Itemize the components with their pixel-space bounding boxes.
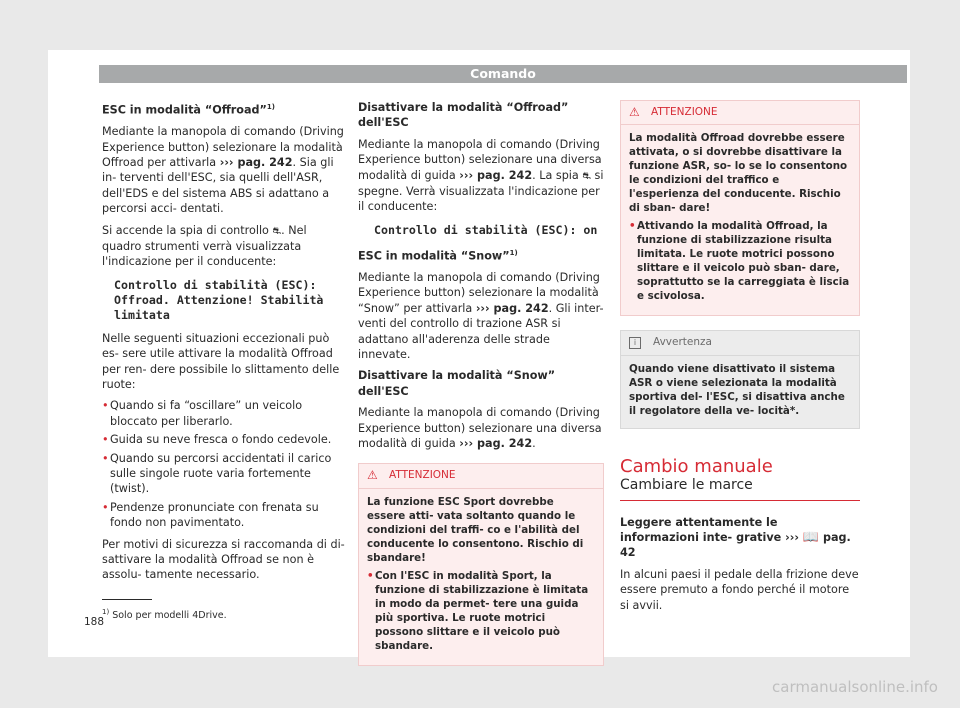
list-item: • Con l'ESC in modalità Sport, la funzione di stabilizzazione è limitata in modo da permet- tere una guida più sportiva. Le ruote motrici possono slittare e il veicolo può sbandare. (367, 569, 595, 653)
watermark: carmanualsonline.info (772, 678, 938, 696)
warning-box (358, 463, 604, 665)
paragraph: Leggere attentamente le informazioni inte- grative ››› 📖 pag. 42 (620, 515, 851, 560)
paragraph: Si accende la spia di controllo ⛐. Nel quadro strumenti verrà visualizzata l'indicazione per il conducente: (102, 223, 307, 269)
info-icon: i (629, 337, 641, 349)
note-body: Quando viene disattivato il sistema ASR o viene selezionata la modalità sportiva del- l'ESC, si disattiva anche il regolatore della ve- locità*. (629, 362, 845, 417)
section-title: Cambio manuale (620, 455, 773, 477)
paragraph: In alcuni paesi il pedale della frizione deve essere premuto a fondo perché il motore si avvii. (620, 567, 859, 612)
warning-body: La funzione ESC Sport dovrebbe essere atti- vata soltanto quando le condizioni del traffi- co e l'abilità del conducente lo consentono. Rischio di sbandare! • Con l'ESC in modalità Sport, la funzione di stabilizzazione è limitata in modo da permet- tere una guida più sportiva. Le ruote motrici possono slittare e il veicolo può sbandare. (359, 489, 603, 665)
ref-arrow: ››› (459, 437, 474, 451)
section-header: Comando (99, 65, 907, 83)
warning-triangle-icon: ⚠ (367, 468, 378, 483)
paragraph: Per motivi di sicurezza si raccomanda di di- sattivare la modalità Offroad se non è assolu- tamente necessario. (102, 537, 345, 582)
list-item: • Quando si fa “oscillare” un veicolo bloccato per liberarlo. (102, 398, 348, 429)
list-item: • Quando su percorsi accidentati il carico sulle singole ruote varia fortemente (twist). (102, 451, 348, 497)
warning-box (620, 100, 860, 316)
column-middle (358, 100, 604, 676)
list-item: • Pendenze pronunciate con frenata su fondo non pavimentato. (102, 500, 348, 531)
ref-arrow: ››› (785, 531, 799, 545)
section-subtitle: Cambiare le marce (620, 478, 860, 500)
paragraph: Mediante la manopola di comando (Driving Experience button) selezionare la modalità “Snow” per attivarla ››› pag. 242. Gli inter- venti del controllo di trazione ASR si adattano all'aderenza delle strade innevate. (358, 270, 604, 362)
note-box (620, 330, 860, 428)
manual-page (48, 50, 910, 657)
bullet-list (102, 398, 348, 530)
paragraph: Mediante la manopola di comando (Driving Experience button) selezionare una diversa modalità di guida ››› pag. 242. (358, 406, 602, 451)
book-icon: 📖 (802, 530, 820, 546)
column-left (102, 100, 348, 589)
page-ref-link[interactable]: pag. 242 (489, 301, 549, 315)
footnote: $^{1)}$ Solo per modelli 4Drive. (102, 608, 227, 622)
page-ref-link[interactable]: pag. 42 (620, 531, 851, 560)
driver-message: Controllo di stabilità (ESC): on (374, 222, 598, 237)
ref-arrow: ››› (475, 301, 490, 315)
warning-triangle-icon: ⚠ (629, 105, 640, 119)
note-header: i Avvertenza (621, 331, 859, 355)
heading-esc-offroad: ESC in modalità “Offroad”$^{1)}$ (102, 103, 275, 117)
ref-arrow: ››› (219, 155, 234, 169)
page-ref-link[interactable]: pag. 242 (473, 168, 533, 182)
esc-lamp-icon: ⛐ (582, 170, 591, 182)
warning-body: La modalità Offroad dovrebbe essere attivata, o si dovrebbe disattivare la funzione ASR, so- lo se lo consentono le condizioni del traffico e l'esperienza del conducente. Rischio di sban- dare! • Attivando la modalità Offroad, la funzione di stabilizzazione risulta limitata. Le ruote motrici possono slittare e il veicolo può sban- dare, soprattutto se la carreggiata è liscia e scivolosa. (621, 125, 859, 315)
heading-disable-offroad: Disattivare la modalità “Offroad” dell'ESC (358, 101, 569, 130)
warning-header: ⚠ ATTENZIONE (359, 464, 603, 488)
paragraph: Mediante la manopola di comando (Driving Experience button) selezionare la modalità Offroad per attivarla ››› pag. 242. Sia gli in- terventi dell'ESC, sia quelli dell'ASR, dell'EDS e del sistema ABS si adattano a percorsi acci- dentati. (102, 125, 344, 216)
page-ref-link[interactable]: pag. 242 (233, 155, 293, 169)
esc-lamp-icon: ⛐ (272, 225, 282, 237)
section-content (620, 515, 860, 613)
list-item: • Guida su neve fresca o fondo cedevole. (102, 432, 348, 447)
paragraph: Nelle seguenti situazioni eccezionali può es- sere utile attivare la modalità Offroad per ren- dere possibile lo slittamento delle ruote: (102, 331, 340, 392)
page-number: 188 (84, 616, 105, 628)
list-item: • Attivando la modalità Offroad, la funzione di stabilizzazione risulta limitata. Le ruote motrici possono slittare e il veicolo può sban- dare, soprattutto se la carreggiata è liscia e scivolosa. (629, 219, 851, 303)
heading-esc-snow: ESC in modalità “Snow”$^{1)}$ (358, 248, 518, 263)
page-ref-link[interactable]: pag. 242 (473, 437, 533, 451)
driver-message: Controllo di stabilità (ESC): Offroad. Attenzione! Stabilità limitata (114, 277, 324, 322)
footnote-divider (102, 599, 152, 600)
column-right (620, 100, 860, 619)
ref-arrow: ››› (459, 168, 474, 182)
heading-disable-snow: Disattivare la modalità “Snow” dell'ESC (358, 369, 556, 398)
warning-header: ⚠ ATTENZIONE (621, 101, 859, 125)
paragraph: Mediante la manopola di comando (Driving Experience button) selezionare una diversa modalità di guida ››› pag. 242. La spia ⛐ si spegne. Verrà visualizzata l'indicazione per il conducente: (358, 137, 604, 214)
